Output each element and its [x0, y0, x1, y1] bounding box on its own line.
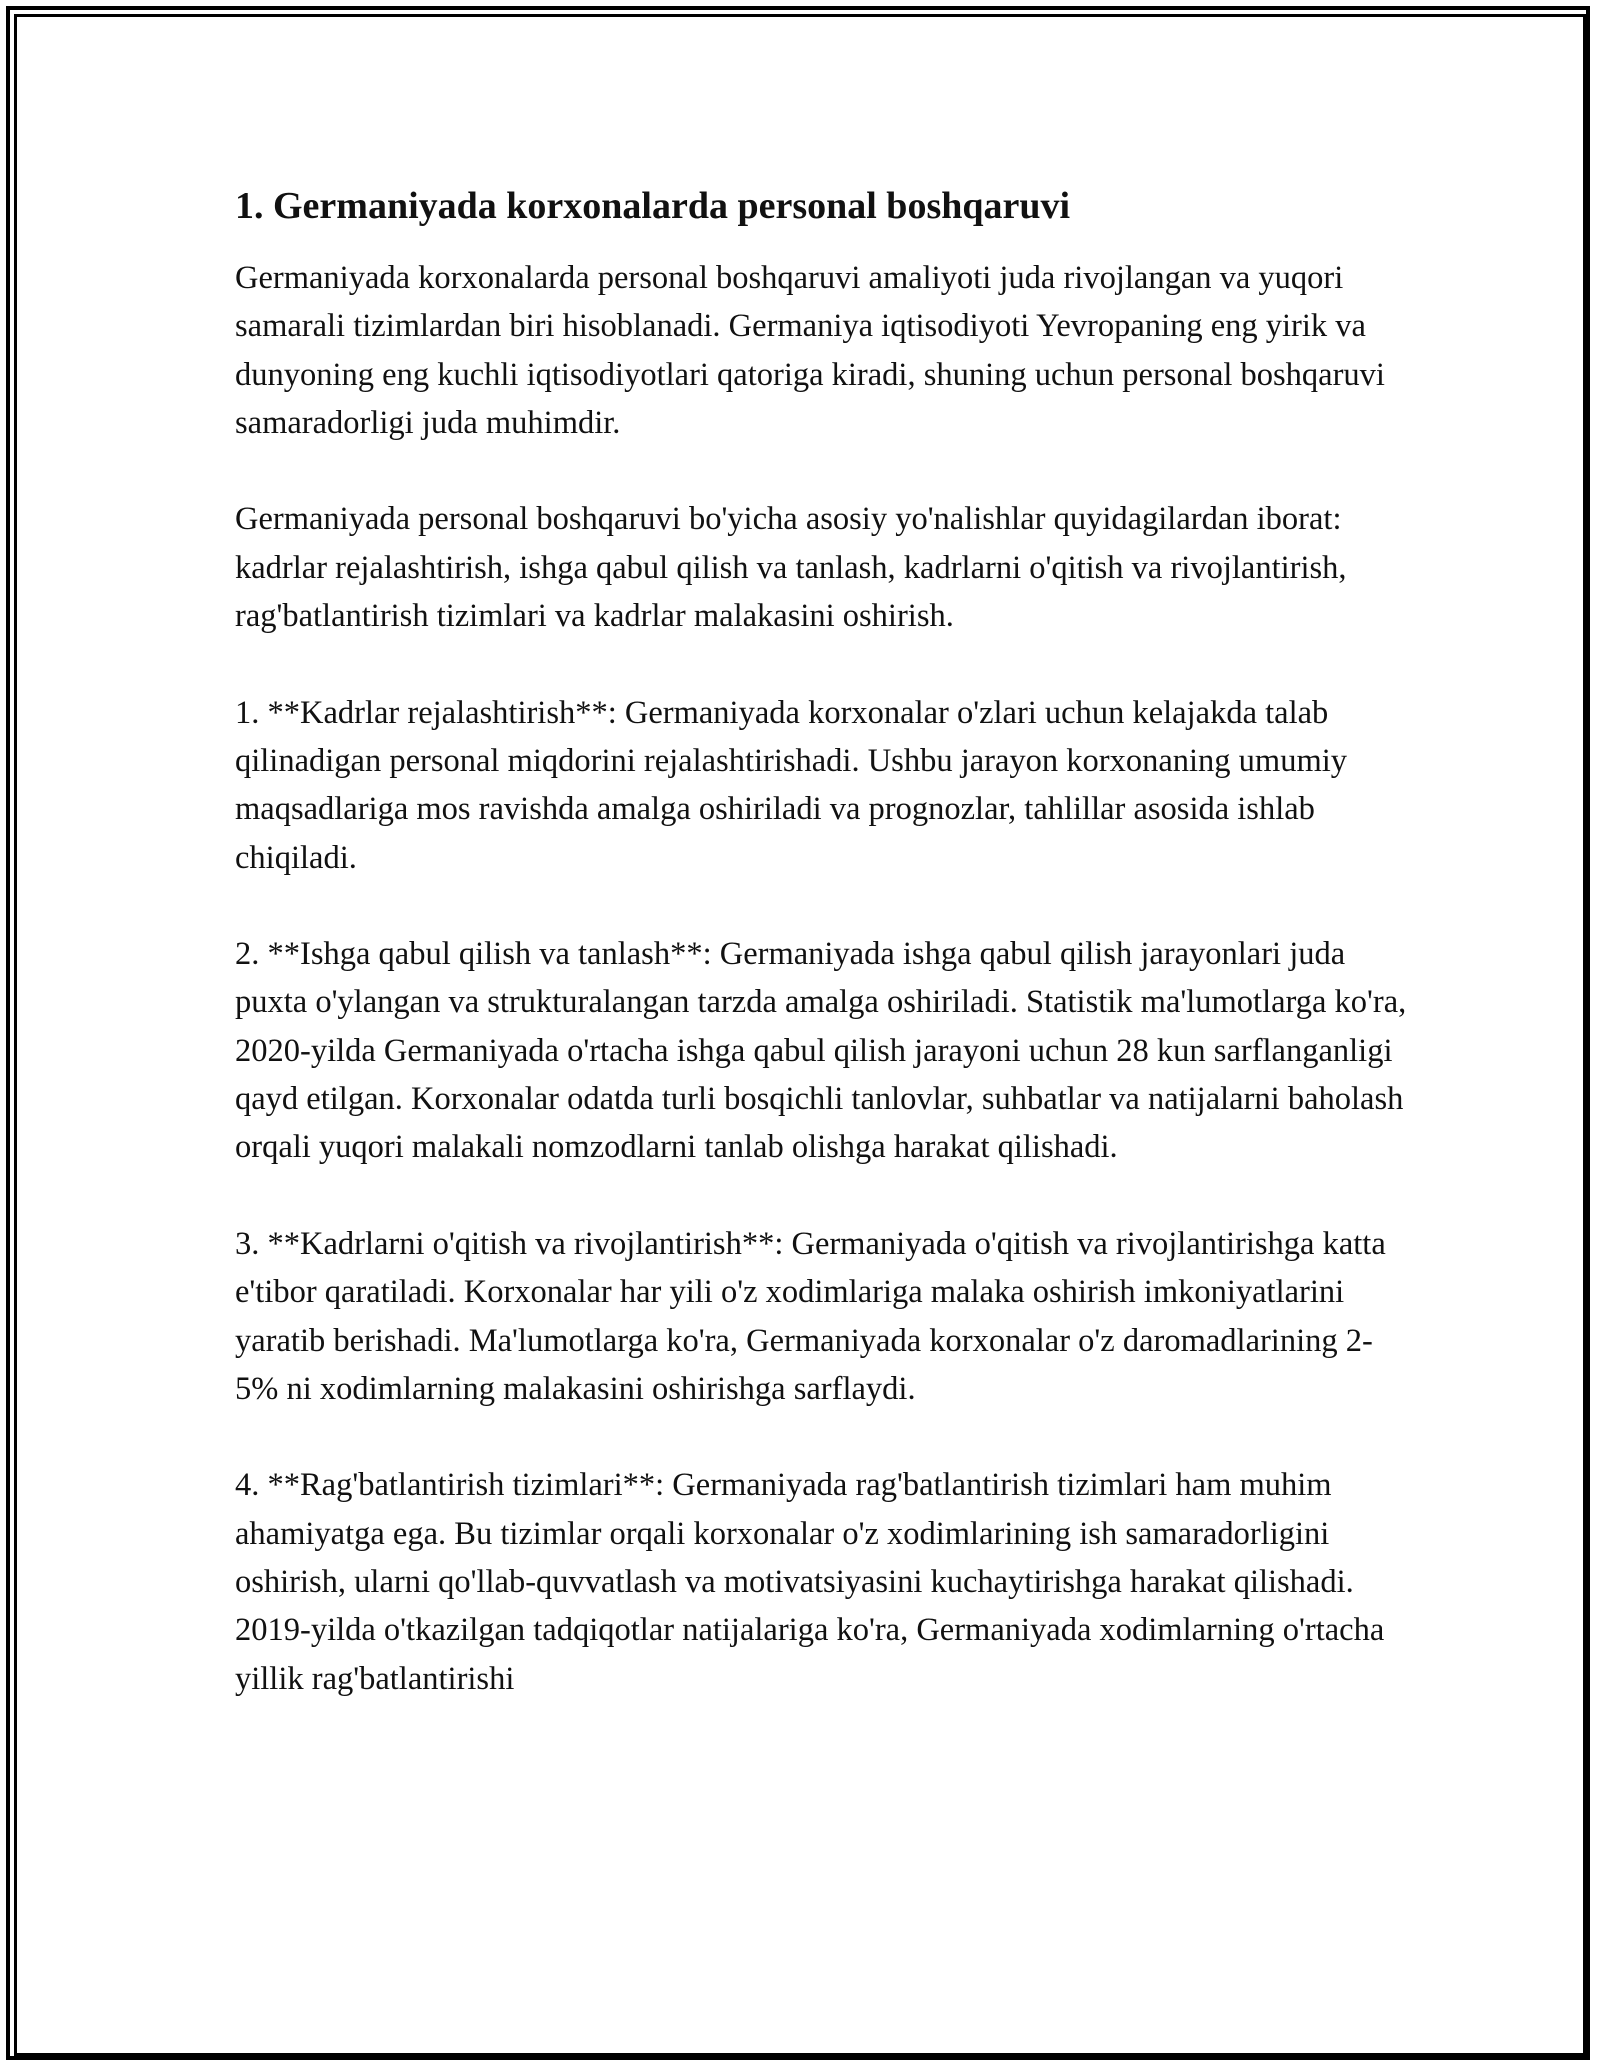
paragraph-item-4: 4. **Rag'batlantirish tizimlari**: Germaniyada rag'batlantirish tizimlari ham muhim ahamiyatga ega. Bu tizimlar orqali korxonalar o'z xodimlarining ish samaradorligini oshirish, ularni qo'llab-quvvatlash va motivatsiyasini kuchaytirishga harakat qilishadi. 2019-yilda o'tkazilgan tadqiqotlar natijalariga ko'ra, Germaniyada xodimlarning o'rtacha yillik rag'batlantirishi	[235, 1467, 1385, 1697]
paragraph-directions: Germaniyada personal boshqaruvi bo'yicha asosiy yo'nalishlar quyidagilardan iborat: kadrlar rejalashtirish, ishga qabul qilish va tanlash, kadrlarni o'qitish va rivojlantirish, rag'batlantirish tizimlari va kadrlar malakasini oshirish.	[235, 501, 1347, 635]
paragraph-item-3: 3. **Kadrlarni o'qitish va rivojlantirish**: Germaniyada o'qitish va rivojlantirishga katta e'tibor qaratiladi. Korxonalar har yili o'z xodimlariga malaka oshirish imkoniyatlarini yaratib berishadi. Ma'lumotlarga ko'ra, Germaniyada korxonalar o'z daromadlarining 2-5% ni xodimlarning malakasini oshirishga sarflaydi.	[235, 1225, 1386, 1407]
paragraph-item-2: 2. **Ishga qabul qilish va tanlash**: Germaniyada ishga qabul qilish jarayonlari juda puxta o'ylangan va strukturalangan tarzda amalga oshiriladi. Statistik ma'lumotlarga ko'ra, 2020-yilda Germaniyada o'rtacha ishga qabul qilish jarayoni uchun 28 kun sarflanganligi qayd etilgan. Korxonalar odatda turli bosqichli tanlovlar, suhbatlar va natijalarni baholash orqali yuqori malakali nomzodlarni tanlab olishga harakat qilishadi.	[235, 936, 1407, 1166]
document-body	[235, 182, 1415, 1751]
paragraph-intro: Germaniyada korxonalarda personal boshqaruvi amaliyoti juda rivojlangan va yuqori samarali tizimlardan biri hisoblanadi. Germaniya iqtisodiyoti Yevropaning eng yirik va dunyoning eng kuchli iqtisodiyotlari qatoriga kiradi, shuning uchun personal boshqaruvi samaradorligi juda muhimdir.	[235, 260, 1385, 441]
document-title: 1. Germaniyada korxonalarda personal boshqaruvi	[235, 185, 1071, 227]
paragraph-item-1: 1. **Kadrlar rejalashtirish**: Germaniyada korxonalar o'zlari uchun kelajakda talab qilinadigan personal miqdorini rejalashtirishadi. Ushbu jarayon korxonaning umumiy maqsadlariga mos ravishda amalga oshiriladi va prognozlar, tahlillar asosida ishlab chiqiladi.	[235, 694, 1348, 876]
